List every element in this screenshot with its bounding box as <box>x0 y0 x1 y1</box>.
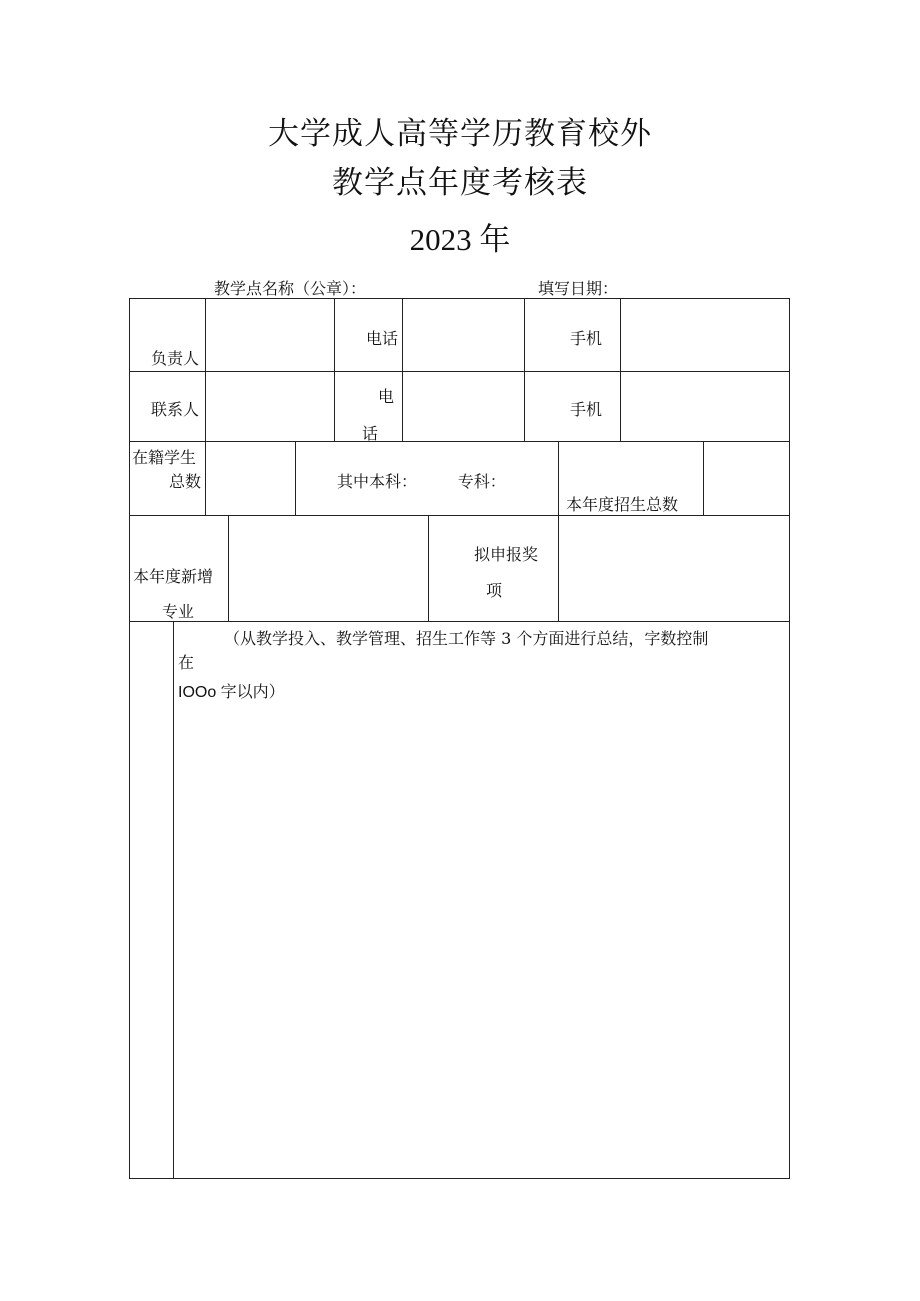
report-year: 2023 年 <box>409 222 511 257</box>
proposed-awards-label-line1: 拟申报奖 <box>474 545 539 564</box>
page-title-line1: 大学成人高等学历教育校外 <box>268 116 652 152</box>
col-divider-r12-e <box>620 298 621 442</box>
row-divider-1 <box>129 371 790 372</box>
annual-enrollment-total-label: 本年度招生总数 <box>566 495 679 514</box>
table-border-top <box>129 298 790 299</box>
principal-label: 负责人 <box>151 349 200 368</box>
col-divider-r3-a <box>205 441 206 516</box>
table-border-bottom <box>129 1178 790 1179</box>
new-majors-label-line1: 本年度新增 <box>133 567 214 586</box>
page-title-line2: 教学点年度考核表 <box>332 165 588 201</box>
fill-date-label: 填写日期： <box>538 279 619 298</box>
table-border-right <box>789 298 790 1179</box>
col-divider-r3-c <box>558 441 559 516</box>
table-border-left <box>129 298 130 1179</box>
students-total-label-line1: 在籍学生 <box>132 448 197 467</box>
col-divider-r12-d <box>524 298 525 442</box>
phone-label-2-bottom: 话 <box>362 424 379 443</box>
col-divider-r3-d <box>703 441 704 516</box>
col-divider-r4-c <box>558 515 559 622</box>
phone-label-1: 电话 <box>366 329 399 348</box>
summary-instruction-line2: 在 <box>178 653 195 672</box>
undergrad-junior-breakdown-label: 其中本科： 专科： <box>337 472 506 491</box>
phone-label-2-top: 电 <box>378 387 395 406</box>
col-divider-r4-b <box>428 515 429 622</box>
summary-instruction-line1: （从教学投入、教学管理、招生工作等 3 个方面进行总结，字数控制 <box>224 629 709 648</box>
col-divider-r3-b <box>295 441 296 516</box>
col-divider-r12-a <box>205 298 206 442</box>
mobile-label-1: 手机 <box>570 329 603 348</box>
proposed-awards-label-line2: 项 <box>486 581 503 600</box>
mobile-label-2: 手机 <box>570 400 603 419</box>
col-divider-r4-a <box>228 515 229 622</box>
contact-label: 联系人 <box>151 400 200 419</box>
col-divider-r12-c <box>402 298 403 442</box>
summary-instruction-line3: IOOo 字以内） <box>178 684 285 701</box>
row-divider-2 <box>129 441 790 442</box>
col-divider-r5-a <box>173 621 174 1179</box>
new-majors-label-line2: 专业 <box>162 602 195 621</box>
site-name-label: 教学点名称（公章）： <box>214 279 367 298</box>
students-total-label-line2: 总数 <box>169 472 202 491</box>
col-divider-r12-b <box>334 298 335 442</box>
